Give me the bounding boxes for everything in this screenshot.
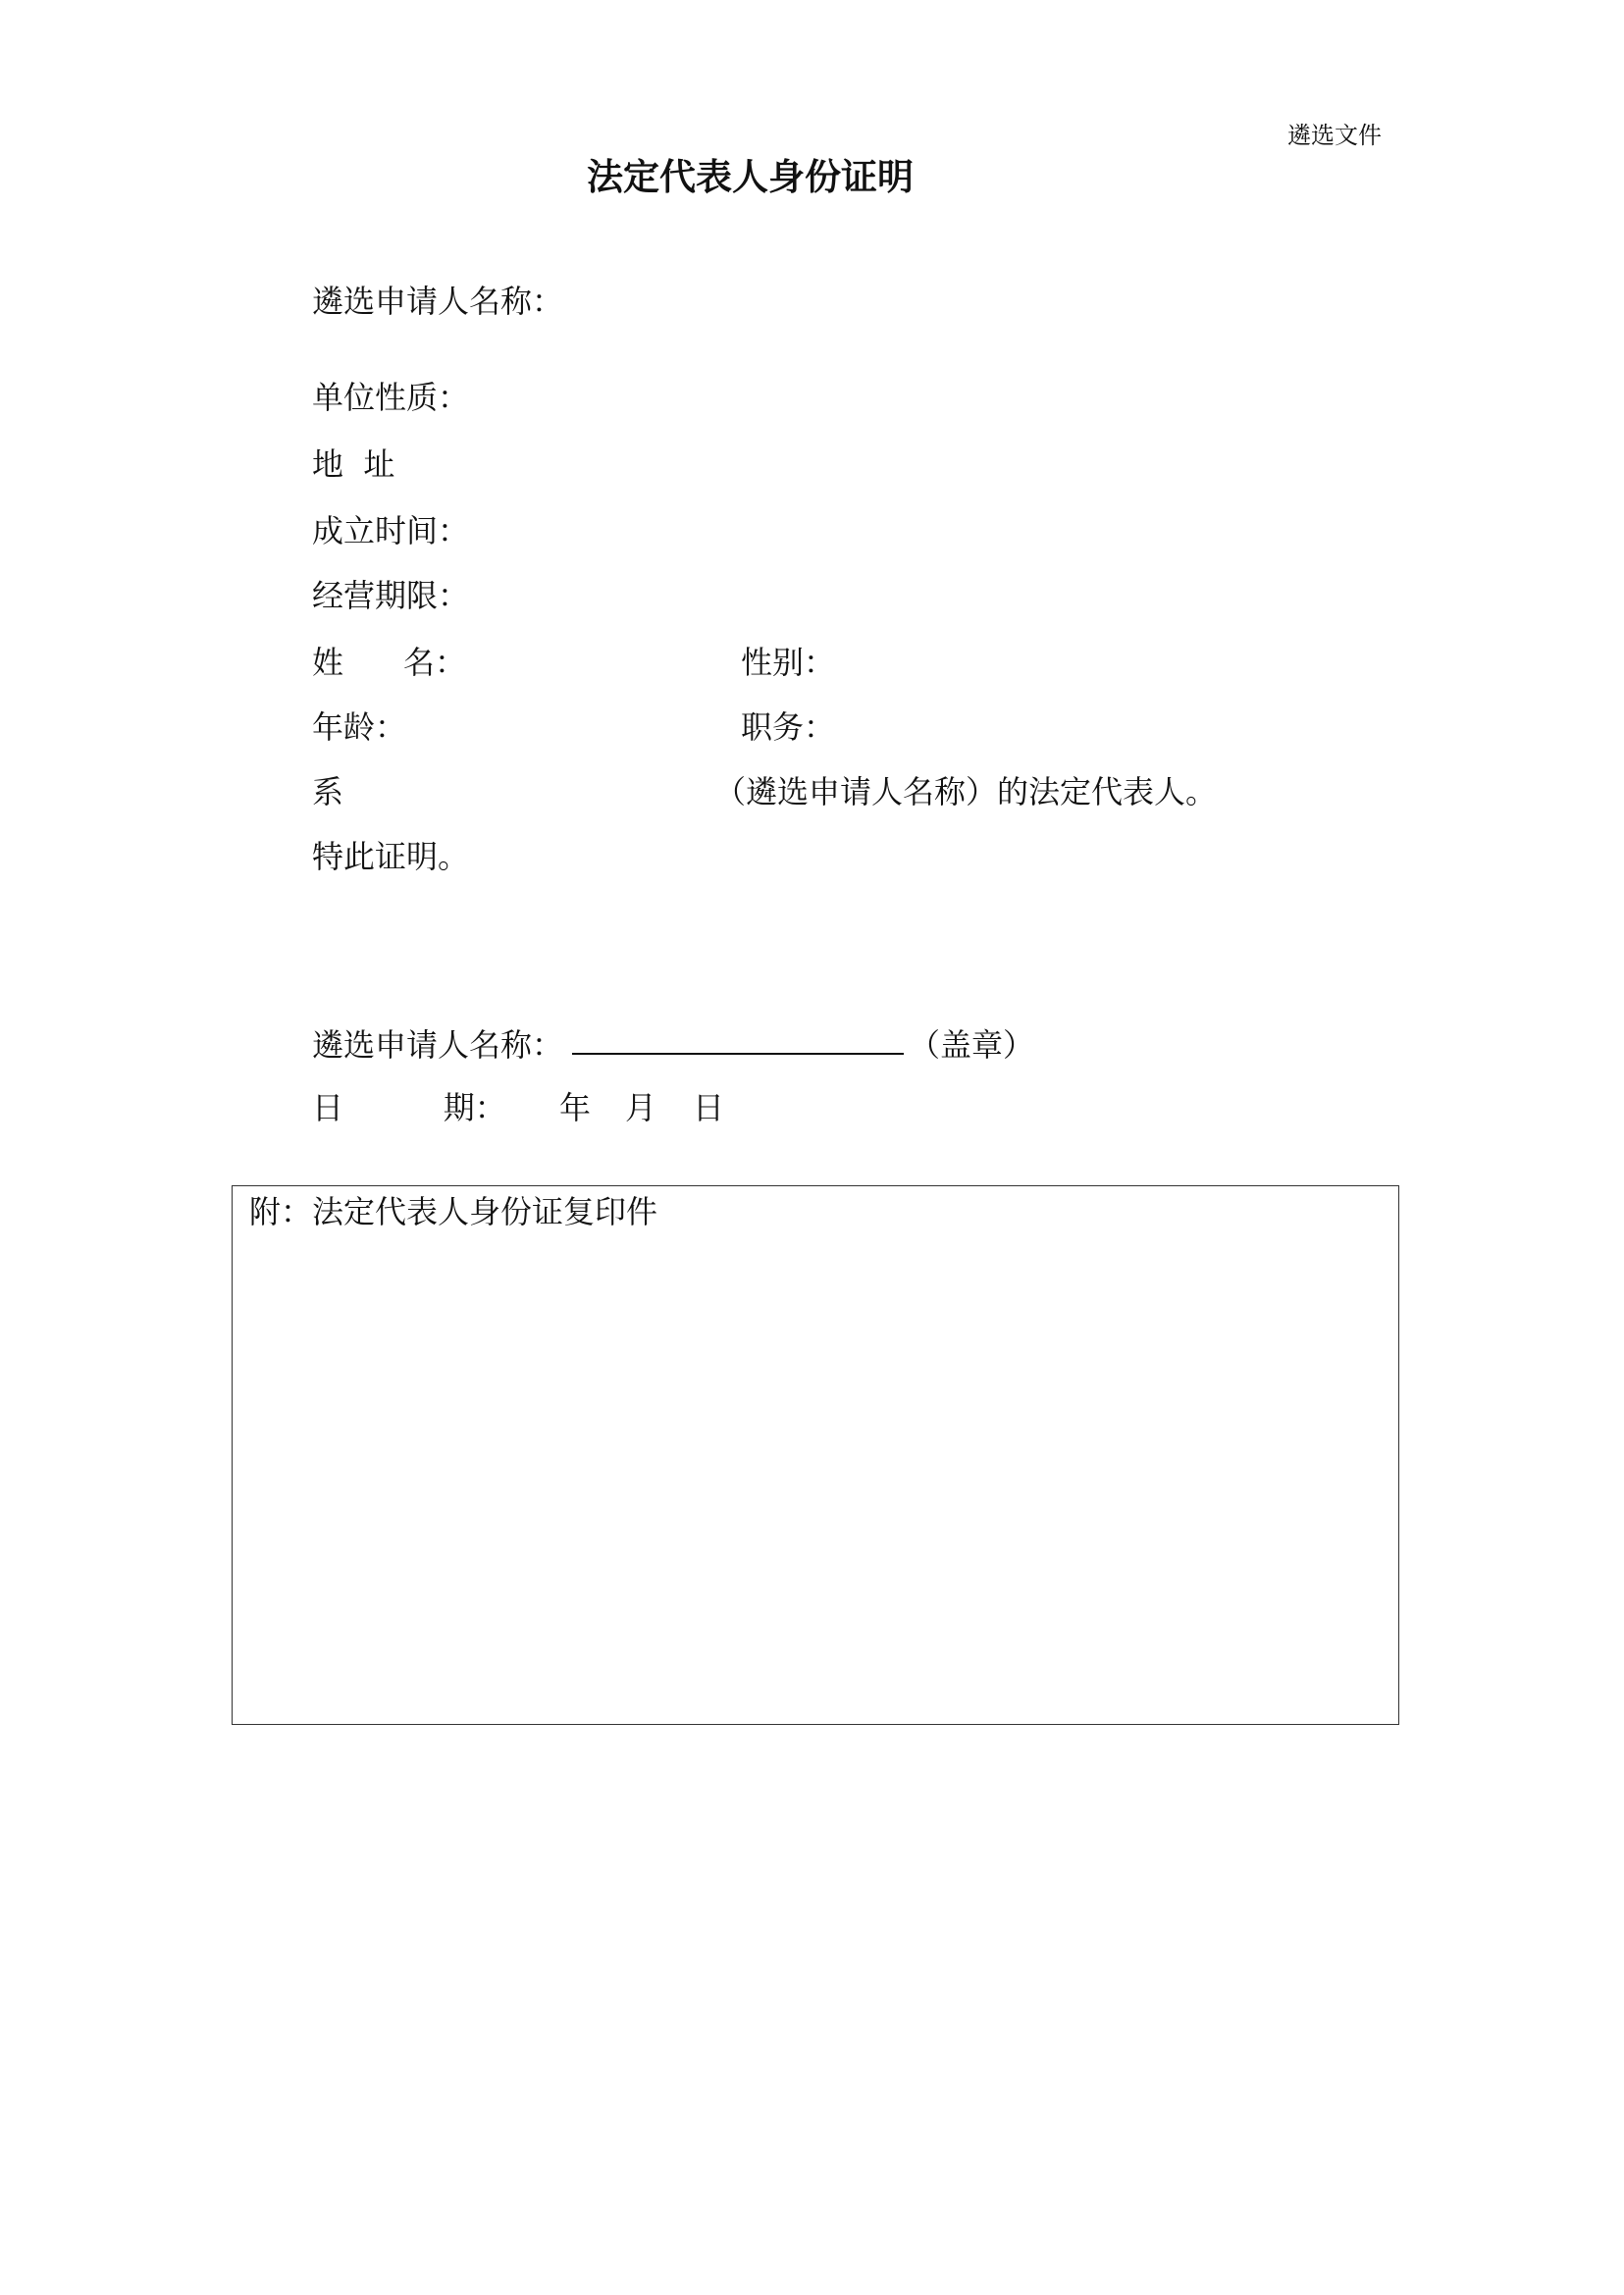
unit-nature-label: 单位性质： xyxy=(312,379,470,416)
attachment-box xyxy=(232,1185,1399,1725)
established-label: 成立时间： xyxy=(312,512,470,549)
date-label: 日 期： xyxy=(312,1089,506,1126)
date-month: 月 xyxy=(625,1089,657,1126)
seal-label: （盖章） xyxy=(909,1026,1035,1064)
relation-prefix: 系 xyxy=(312,773,344,810)
relation-suffix: （遴选申请人名称）的法定代表人。 xyxy=(714,773,1218,810)
date-day: 日 xyxy=(693,1089,725,1126)
header-tag: 遴选文件 xyxy=(1287,122,1382,149)
signature-applicant-label: 遴选申请人名称： xyxy=(312,1026,564,1064)
page-title: 法定代表人身份证明 xyxy=(587,155,914,198)
certify-text: 特此证明。 xyxy=(312,838,470,875)
gender-label: 性别： xyxy=(741,644,836,681)
age-label: 年龄： xyxy=(312,708,407,746)
operating-period-label: 经营期限： xyxy=(312,577,470,614)
name-label: 姓 名： xyxy=(312,644,467,681)
attachment-label: 附：法定代表人身份证复印件 xyxy=(249,1193,658,1230)
address-label: 地 址 xyxy=(312,445,395,483)
signature-underline xyxy=(572,1053,904,1055)
applicant-name-label: 遴选申请人名称： xyxy=(312,283,564,320)
position-label: 职务： xyxy=(741,708,836,746)
date-year: 年 xyxy=(559,1089,592,1126)
